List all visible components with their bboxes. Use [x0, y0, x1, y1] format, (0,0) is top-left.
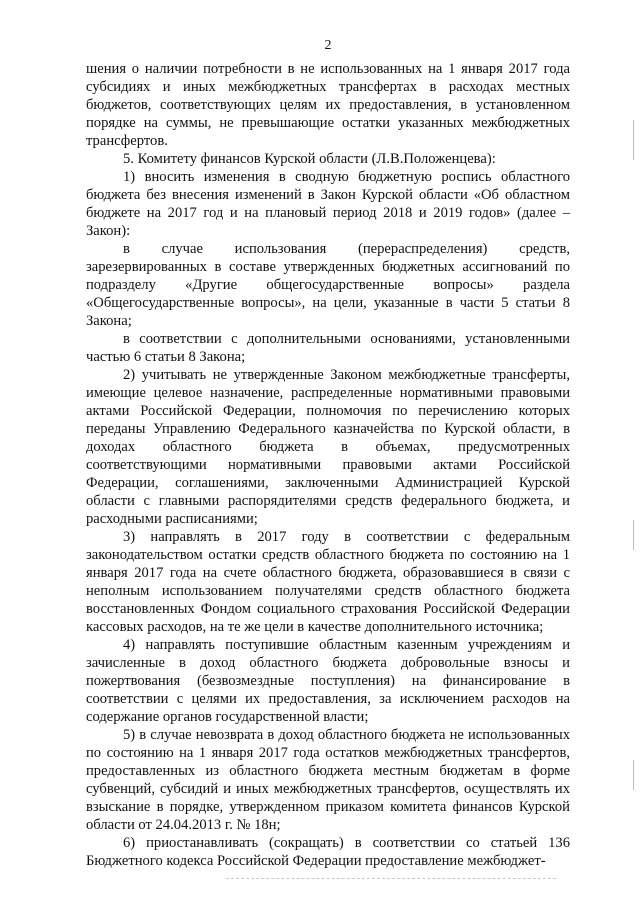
scan-edge-mark: [633, 760, 634, 790]
page-number: 2: [324, 38, 332, 53]
paragraph-reserve-case: в случае использования (перераспределения) средств, зарезервированных в составе утвержденных бюджетных ассигнований по подразделу «Другие общегосударственные вопросы» раздела «Общегосударственные вопросы», на цели, указанные в части 5 статьи 8 Закона;: [86, 241, 570, 329]
paragraph-item-5: 5. Комитету финансов Курской области (Л.В.Положенцева):: [123, 151, 496, 167]
paragraph-subitem-3: 3) направлять в 2017 году в соответствии с федеральным законодательством остатки средств областного бюджета по состоянию на 1 января 2017 года на счете областного бюджета, образовавшиеся в связи с неполным использованием получателями средств областного бюджета восстановленных Фондом социального страхования Российской Федерации кассовых расходов, на те же цели в качестве дополнительного источника;: [86, 529, 570, 635]
paragraph-subitem-5: 5) в случае невозврата в доход областного бюджета не использованных по состоянию на 1 января 2017 года остатков межбюджетных трансфертов, предоставленных из областного бюджета местным бюджетам в форме субвенций, субсидий и иных межбюджетных трансфертов, осуществлять их взыскание в порядке, утвержденном приказом комитета финансов Курской области от 24.04.2013 г. № 18н;: [86, 727, 570, 833]
paragraph-subitem-1: 1) вносить изменения в сводную бюджетную роспись областного бюджета без внесения изменений в Закон Курской области «Об областном бюджете на 2017 год и на плановый период 2018 и 2019 годов» (далее – Закон):: [86, 169, 570, 239]
scan-edge-mark: [633, 120, 634, 160]
paragraph-continuation: шения о наличии потребности в не использованных на 1 января 2017 года субсидиях и иных межбюджетных трансфертах в расходах местных бюджетов, соответствующих целям их предоставления, в установленном порядке на суммы, не превышающие остатки указанных межбюджетных трансфертов.: [86, 61, 570, 149]
scan-edge-mark: [633, 520, 634, 550]
paragraph-subitem-4: 4) направлять поступившие областным казенным учреждениям и зачисленные в доход областного бюджета добровольные взносы и пожертвования (безвозмездные поступления) на финансирование в соответствии с целями их предоставления, за исключением расходов на содержание органов государственной власти;: [86, 637, 570, 725]
paragraph-subitem-6: 6) приостанавливать (сокращать) в соответствии со статьей 136 Бюджетного кодекса Российской Федерации предоставление межбюджет-: [86, 835, 570, 869]
paragraph-additional-grounds: в соответствии с дополнительными основаниями, установленными частью 6 статьи 8 Закона;: [86, 331, 570, 365]
scan-artifact-line: [226, 878, 556, 879]
paragraph-subitem-2: 2) учитывать не утвержденные Законом межбюджетные трансферты, имеющие целевое назначение, распределенные нормативными правовыми актами Российской Федерации, полномочия по перечислению которых переданы Управлению Федерального казначейства по Курской области, в доходах областного бюджета в объемах, предусмотренных соответствующими нормативными правовыми актами Российской Федерации, соглашениями, заключенными Администрацией Курской области с главными распорядителями средств федерального бюджета, и расходными расписаниями;: [86, 367, 570, 527]
